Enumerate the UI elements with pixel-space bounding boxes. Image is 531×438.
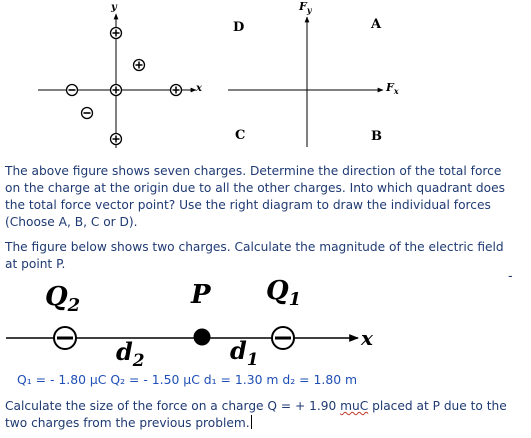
stray-dash-mark: - xyxy=(508,269,513,284)
q2-letter: Q xyxy=(45,282,68,312)
fx-letter: F xyxy=(386,81,394,94)
fy-subscript: y xyxy=(306,5,312,16)
y-axis-label: y xyxy=(111,2,117,13)
fy-letter: F xyxy=(299,0,307,13)
question-1-text: The above figure shows seven charges. Determine the direction of the total force on the charge at the origin due to all the other charges. Into which quadrant does the total force vector point? Use the right diagram to draw the individual forces (Choose A, B, C or D). xyxy=(5,164,505,229)
q1-label xyxy=(266,276,301,310)
question-2-text: The figure below shows two charges. Calculate the magnitude of the electric field at point P. xyxy=(5,240,504,271)
q1-letter: Q xyxy=(266,276,289,306)
q2-subscript: 2 xyxy=(67,295,81,317)
x-axis-label: x xyxy=(196,83,202,94)
d2-subscript: 2 xyxy=(132,350,145,371)
charge-values-line: Q₁ = - 1.80 μC Q₂ = - 1.50 μC d₁ = 1.30 m d₂ = 1.80 m xyxy=(17,372,358,387)
d2-letter: d xyxy=(116,337,133,366)
q2-negative-charge xyxy=(54,327,76,349)
q2-label xyxy=(45,282,80,316)
point-p-dot xyxy=(194,329,211,346)
quadrant-label-d: D xyxy=(233,20,245,35)
quadrant-label-a: A xyxy=(371,17,382,32)
p-label: P xyxy=(191,280,211,310)
muc-unit: muC xyxy=(340,399,369,413)
question-3-part2: placed at P due to the two charges from the previous problem. xyxy=(5,399,507,430)
x-axis-label-2: x xyxy=(361,326,373,350)
text-cursor xyxy=(251,415,252,429)
fx-subscript: x xyxy=(393,86,399,97)
d1-subscript: 1 xyxy=(246,349,259,370)
q1-negative-charge xyxy=(272,327,294,349)
question-3-text[interactable] xyxy=(5,398,515,432)
q1-subscript: 1 xyxy=(288,289,302,311)
quadrant-label-c: C xyxy=(235,128,246,143)
d1-label xyxy=(230,336,259,370)
d1-letter: d xyxy=(230,336,247,365)
quadrant-label-b: B xyxy=(371,129,382,144)
question-3-part1: Calculate the size of the force on a charge Q = + 1.90 xyxy=(5,399,341,413)
d2-label xyxy=(116,337,145,371)
